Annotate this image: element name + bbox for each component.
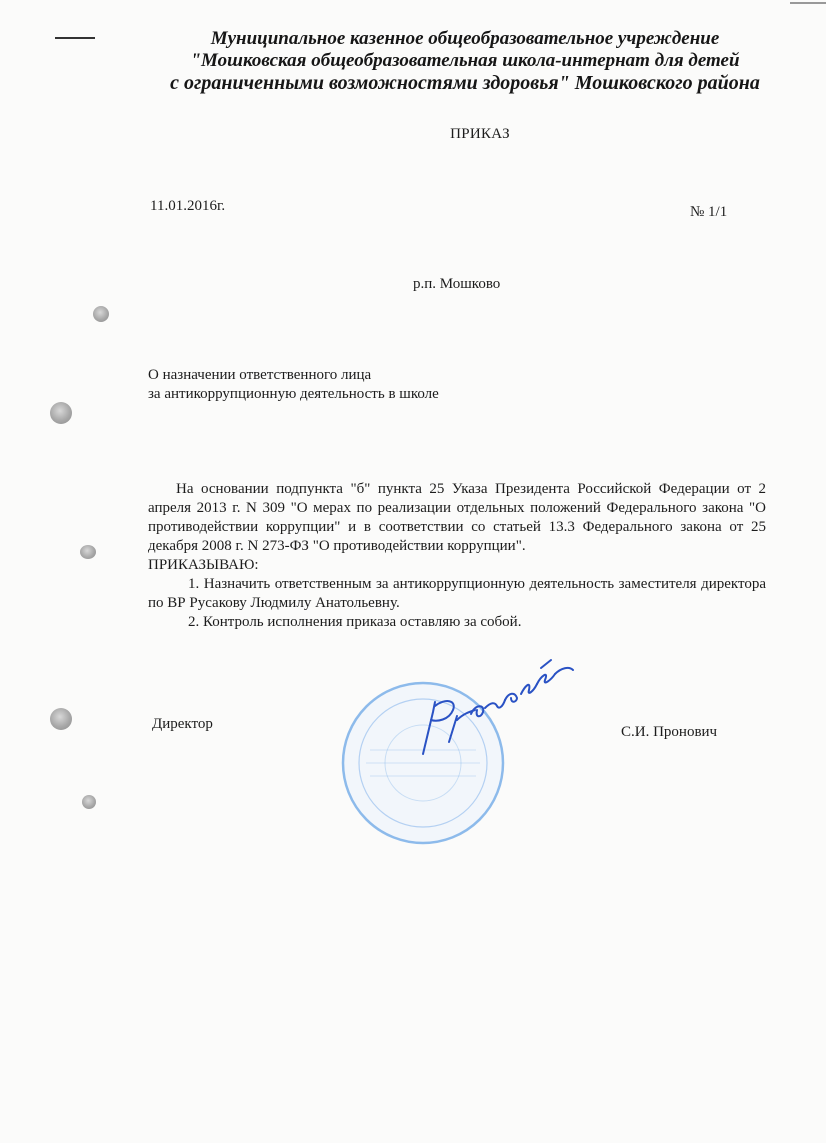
- order-body: [148, 480, 766, 632]
- order-number: № 1/1: [690, 204, 728, 220]
- punch-hole-4: [50, 708, 72, 730]
- order-date: 11.01.2016г.: [150, 198, 226, 214]
- order-keyword: ПРИКАЗЫВАЮ:: [148, 557, 259, 573]
- punch-hole-3: [80, 545, 96, 559]
- header-line-3: с ограниченными возможностями здоровья" Мошковского района: [170, 72, 760, 94]
- signatory-role: Директор: [152, 716, 213, 732]
- punch-hole-2: [50, 402, 72, 424]
- order-item-1: 1. Назначить ответственным за антикоррупционную деятельность заместителя директора по ВР Русакову Людмилу Анатольевну.: [148, 576, 766, 611]
- subject-line-2: за антикоррупционную деятельность в школе: [148, 386, 439, 402]
- punch-hole-5: [82, 795, 96, 809]
- document-title: ПРИКАЗ: [450, 126, 510, 142]
- institution-header: [150, 28, 780, 94]
- header-line-1: Муниципальное казенное общеобразовательное учреждение: [210, 28, 720, 49]
- order-place: р.п. Мошково: [413, 276, 501, 292]
- signatory-name: С.И. Пронович: [621, 724, 718, 740]
- corner-mark: [790, 2, 826, 4]
- basis-paragraph: На основании подпункта "б" пункта 25 Указа Президента Российской Федерации от 2 апреля 2013 г. N 309 "О мерах по реализации отдельных положений Федерального закона "О противодействии коррупции" и в соответствии со статьей 13.3 Федерального закона от 25 декабря 2008 г. N 273-ФЗ "О противодействии коррупции".: [148, 481, 766, 554]
- subject-line-1: О назначении ответственного лица: [148, 367, 372, 383]
- header-line-2: "Мошковская общеобразовательная школа-интернат для детей: [190, 50, 740, 71]
- punch-hole-1: [93, 306, 109, 322]
- scan-line-mark: [55, 37, 95, 39]
- handwritten-signature: [405, 650, 595, 760]
- order-item-2: 2. Контроль исполнения приказа оставляю за собой.: [188, 614, 522, 630]
- order-subject: [148, 366, 439, 404]
